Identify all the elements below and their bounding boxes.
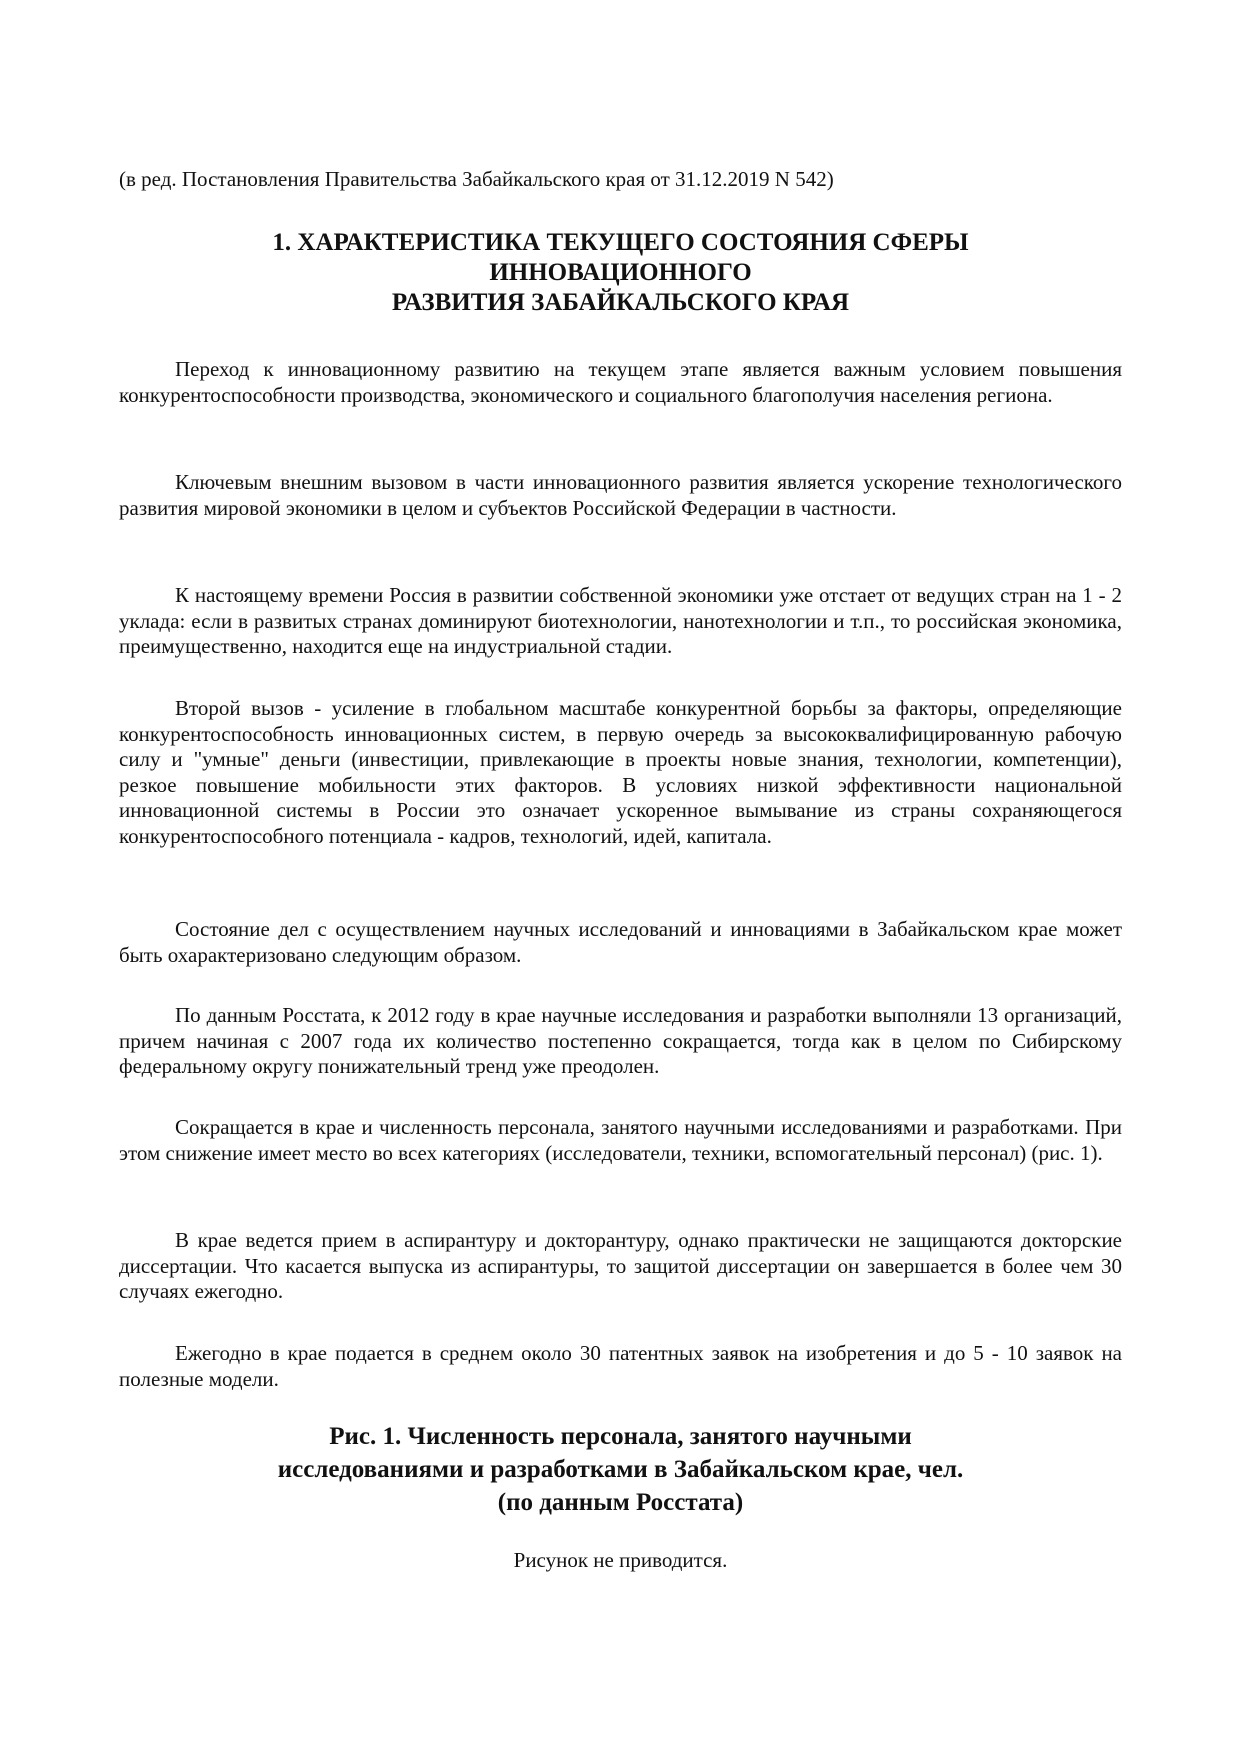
- figure-title-line-1: Рис. 1. Численность персонала, занятого научными: [329, 1423, 912, 1450]
- paragraph-3: К настоящему времени Россия в развитии собственной экономики уже отстает от ведущих стран на 1 - 2 уклада: если в развитых странах доминируют биотехнологии, нанотехнологии и т.п., то российская экономика, преимущественно, находится еще на индустриальной стадии.: [119, 583, 1122, 658]
- paragraph-1: Переход к инновационному развитию на текущем этапе является важным условием повышения конкурентоспособности производства, экономического и социального благополучия населения региона.: [119, 357, 1122, 407]
- section-title-line-2: ИННОВАЦИОННОГО: [489, 259, 752, 286]
- figure-title-line-2: исследованиями и разработками в Забайкальском крае, чел.: [277, 1456, 964, 1483]
- paragraph-7: Сокращается в крае и численность персонала, занятого научными исследованиями и разработками. При этом снижение имеет место во всех категориях (исследователи, техники, вспомогательный персонал) (рис. 1).: [119, 1115, 1122, 1165]
- paragraph-5: Состояние дел с осуществлением научных исследований и инновациями в Забайкальском крае может быть охарактеризовано следующим образом.: [119, 917, 1122, 967]
- paragraph-4: Второй вызов - усиление в глобальном масштабе конкурентной борьбы за факторы, определяющие конкурентоспособность инновационных систем, в первую очередь за высококвалифицированную рабочую силу и "умные" деньги (инвестиции, привлекающие в проекты новые знания, технологии, компетенции), резкое повышение мобильности этих факторов. В условиях низкой эффективности национальной инновационной системы в России это означает ускоренное вымывание из страны сохраняющегося конкурентоспособного потенциала - кадров, технологий, идей, капитала.: [119, 696, 1122, 848]
- figure-title: [119, 1420, 1122, 1519]
- paragraph-9: Ежегодно в крае подается в среднем около 30 патентных заявок на изобретения и до 5 - 10 заявок на полезные модели.: [119, 1341, 1122, 1391]
- section-title: [119, 228, 1122, 318]
- edition-note: (в ред. Постановления Правительства Забайкальского края от 31.12.2019 N 542): [119, 167, 834, 191]
- paragraph-6: По данным Росстата, к 2012 году в крае научные исследования и разработки выполняли 13 организаций, причем начиная с 2007 года их количество постепенно сокращается, тогда как в целом по Сибирскому федеральному округу понижательный тренд уже преодолен.: [119, 1003, 1122, 1078]
- paragraph-2: Ключевым внешним вызовом в части инновационного развития является ускорение технологического развития мировой экономики в целом и субъектов Российской Федерации в частности.: [119, 470, 1122, 520]
- paragraph-8: В крае ведется прием в аспирантуру и докторантуру, однако практически не защищаются докторские диссертации. Что касается выпуска из аспирантуры, то защитой диссертации он завершается в более чем 30 случаях ежегодно.: [119, 1228, 1122, 1303]
- section-title-line-3: РАЗВИТИЯ ЗАБАЙКАЛЬСКОГО КРАЯ: [391, 289, 850, 316]
- section-title-line-1: 1. ХАРАКТЕРИСТИКА ТЕКУЩЕГО СОСТОЯНИЯ СФЕРЫ: [272, 229, 969, 256]
- figure-note: Рисунок не приводится.: [513, 1548, 728, 1572]
- figure-title-line-3: (по данным Росстата): [497, 1489, 744, 1516]
